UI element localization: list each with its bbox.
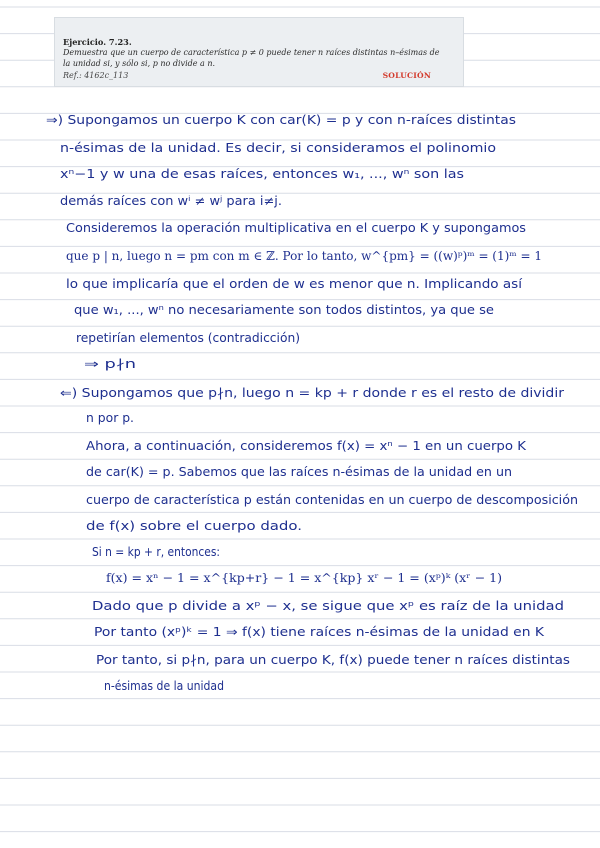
hw-line-19: Dado que p divide a xᵖ − x, se sigue que xᵖ es raíz de la unidad — [92, 599, 564, 613]
hw-line-1: ⇒) Supongamos un cuerpo K con car(K) = p y con n-raíces distintas — [46, 113, 516, 127]
exercise-title: Ejercicio. 7.23. — [63, 37, 132, 47]
hw-line-11: ⇐) Supongamos que p∤n, luego n = kp + r donde r es el resto de dividir — [60, 386, 566, 400]
hw-line-2: n-ésimas de la unidad. Es decir, si consideramos el polinomio — [60, 141, 496, 155]
hw-line-20: Por tanto (xᵖ)ᵏ = 1 ⇒ f(x) tiene raíces n-ésimas de la unidad en K — [94, 625, 546, 639]
hw-line-21: Por tanto, si p∤n, para un cuerpo K, f(x) puede tener n raíces distintas — [96, 653, 570, 667]
hw-line-15: cuerpo de característica p están contenidas en un cuerpo de descomposición — [86, 493, 578, 507]
hw-line-4: demás raíces con wⁱ ≠ wʲ para i≠j. — [60, 194, 282, 208]
hw-line-9: repetirían elementos (contradicción) — [76, 331, 300, 345]
solution-label: SOLUCIÓN — [382, 71, 431, 80]
hw-line-22: n-ésimas de la unidad — [104, 679, 224, 693]
hw-line-7: lo que implicaría que el orden de w es menor que n. Implicando así — [66, 277, 523, 291]
hw-line-16: de f(x) sobre el cuerpo dado. — [86, 519, 302, 533]
hw-line-8: que w₁, ..., wⁿ no necesariamente son todos distintos, ya que se — [74, 303, 494, 317]
hw-line-14: de car(K) = p. Sabemos que las raíces n-ésimas de la unidad en un — [86, 465, 512, 479]
hw-line-12: n por p. — [86, 411, 134, 425]
hw-line-18: f(x) = xⁿ − 1 = x^{kp+r} − 1 = x^{kp} xʳ − 1 = (xᵖ)ᵏ (xʳ − 1) — [106, 571, 503, 585]
hw-line-13: Ahora, a continuación, consideremos f(x) = xⁿ − 1 en un cuerpo K — [86, 439, 528, 453]
hw-line-3: xⁿ−1 y w una de esas raíces, entonces w₁, ..., wⁿ son las — [60, 167, 464, 181]
exercise-reference: Ref.: 4162c_113 — [63, 71, 129, 80]
hw-line-5: Consideremos la operación multiplicativa en el cuerpo K y supongamos — [66, 221, 526, 235]
hw-line-6: que p | n, luego n = pm con m ∈ ℤ. Por lo tanto, w^{pm} = ((w)ᵖ)ᵐ = (1)ᵐ = 1 — [66, 249, 542, 263]
exercise-statement: Demuestra que un cuerpo de característica p ≠ 0 puede tener n raíces distintas n–ésimas de la unidad si, y sólo si, p no divide a n. — [63, 48, 440, 68]
hw-line-10: ⇒ p∤n — [84, 357, 136, 371]
hw-line-17: Si n = kp + r, entonces: — [92, 545, 220, 559]
